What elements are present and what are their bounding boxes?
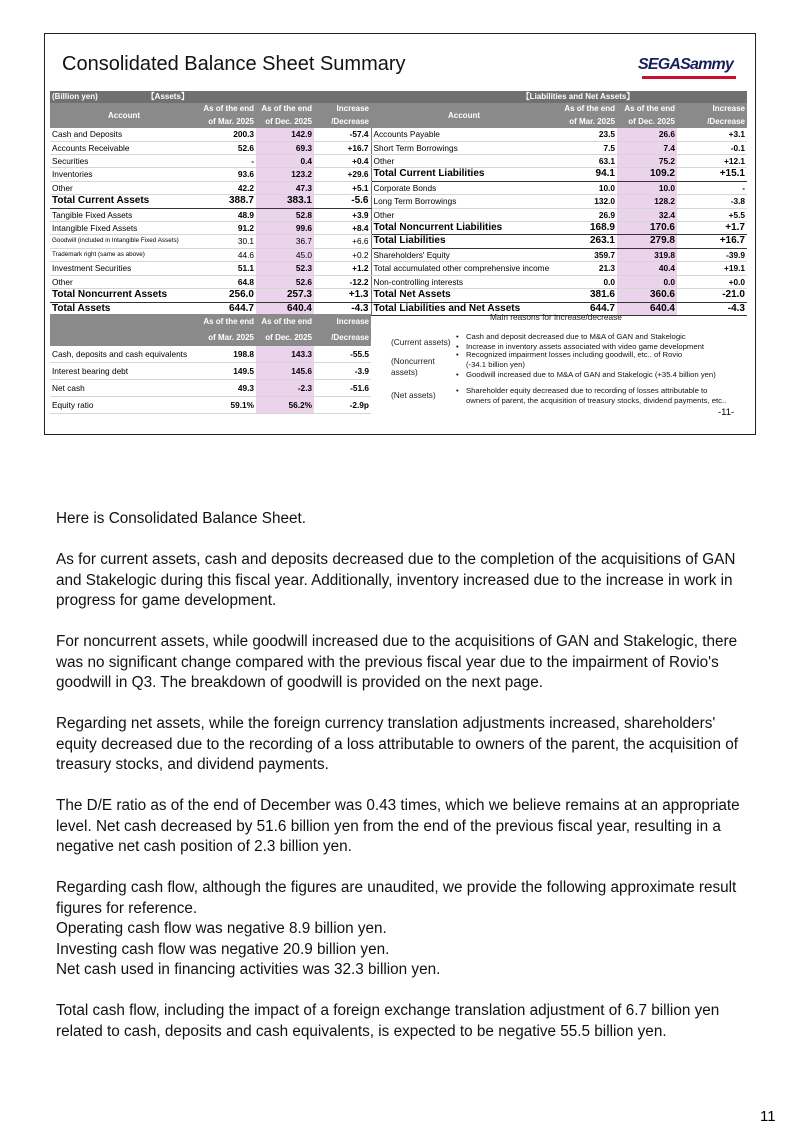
liability-account: Accounts Payable [371, 128, 557, 141]
table-row [50, 222, 747, 235]
asset-value: -57.4 [314, 128, 371, 141]
liability-account: Total accumulated other comprehensive income [371, 262, 557, 275]
table-header-row-2 [50, 103, 747, 128]
net-cash-header-row [50, 314, 371, 346]
notes-paragraph: The D/E ratio as of the end of December was 0.43 times, which we believe remains at an appropriate level. Net cash decreased by 51.6 billion yen from the end of the previous fiscal year, resulting in a negative net cash position of 2.3 billion yen. [56, 797, 740, 855]
net-cash-value: -2.3 [256, 380, 314, 397]
net-cash-value: -51.6 [314, 380, 371, 397]
asset-value: 69.3 [256, 141, 314, 154]
col-account: Account [371, 103, 557, 128]
liabilities-header: 【Liabilities and Net Assets】 [371, 91, 747, 103]
table-row [50, 262, 747, 275]
asset-value: 640.4 [256, 302, 314, 315]
table-row [50, 168, 747, 181]
assets-header: 【Assets】 [146, 92, 189, 101]
asset-value: +3.9 [314, 208, 371, 221]
liability-value: +0.0 [677, 275, 747, 288]
asset-value: 44.6 [198, 248, 256, 261]
liability-value: 94.1 [557, 168, 617, 181]
reason-net-assets-1: • Shareholder equity decreased due to recording of losses attributable to owners of parent, the acquisition of treasury stocks, dividend payments, etc.. [456, 386, 727, 405]
reason-category-net-assets: (Net assets) [391, 390, 436, 400]
asset-value: -4.3 [314, 302, 371, 315]
asset-value: 30.1 [198, 235, 256, 248]
liability-value: 63.1 [557, 155, 617, 168]
col-mar: As of the end of Mar. 2025 [198, 314, 256, 346]
page-number: 11 [760, 1108, 776, 1125]
liability-value: 10.0 [557, 181, 617, 194]
reason-category-current: (Current assets) [391, 337, 451, 347]
asset-value: +5.1 [314, 181, 371, 194]
asset-value: 45.0 [256, 248, 314, 261]
liability-account: Total Noncurrent Liabilities [371, 222, 557, 235]
asset-value: +6.6 [314, 235, 371, 248]
asset-account: Total Assets [50, 302, 198, 315]
liability-value: 7.4 [617, 141, 677, 154]
liability-value: 40.4 [617, 262, 677, 275]
speaker-notes [56, 509, 756, 1063]
liability-account: Total Liabilities and Net Assets [371, 302, 557, 315]
net-cash-label: Net cash [50, 380, 198, 397]
net-cash-value: 149.5 [198, 363, 256, 380]
net-cash-value: -3.9 [314, 363, 371, 380]
liability-account: Total Current Liabilities [371, 168, 557, 181]
liability-value: 21.3 [557, 262, 617, 275]
asset-value: 383.1 [256, 195, 314, 208]
liability-value: +15.1 [677, 168, 747, 181]
asset-value: 142.9 [256, 128, 314, 141]
asset-value: 256.0 [198, 289, 256, 302]
asset-account: Accounts Receivable [50, 141, 198, 154]
asset-account: Inventories [50, 168, 198, 181]
slide-title: Consolidated Balance Sheet Summary [62, 53, 406, 75]
col-inc: Increase /Decrease [314, 103, 371, 128]
asset-value: 91.2 [198, 222, 256, 235]
asset-value: +29.6 [314, 168, 371, 181]
asset-account: Other [50, 181, 198, 194]
liability-account: Other [371, 208, 557, 221]
table-row [50, 155, 747, 168]
liability-value: 319.8 [617, 248, 677, 261]
col-inc: Increase /Decrease [677, 103, 747, 128]
reason-noncurrent-1: • Recognized impairment losses including goodwill, etc.. of Rovio (-34.1 billion yen) [456, 350, 683, 369]
net-cash-label: Equity ratio [50, 397, 198, 414]
unit-label: (Billion yen) 【Assets】 [50, 91, 198, 103]
liability-value: 109.2 [617, 168, 677, 181]
liability-value: 75.2 [617, 155, 677, 168]
asset-value: 200.3 [198, 128, 256, 141]
net-cash-value: 198.8 [198, 346, 256, 363]
asset-value: 388.7 [198, 195, 256, 208]
liability-value: 279.8 [617, 235, 677, 248]
asset-account: Total Noncurrent Assets [50, 289, 198, 302]
liability-value: 23.5 [557, 128, 617, 141]
liability-value: +19.1 [677, 262, 747, 275]
reasons-title: Main reasons for increase/decrease [490, 312, 622, 322]
liability-value: 168.9 [557, 222, 617, 235]
liability-value: -0.1 [677, 141, 747, 154]
liability-value: -21.0 [677, 289, 747, 302]
reason-current-1: • Cash and deposit decreased due to M&A of GAN and Stakelogic [456, 332, 686, 341]
liability-value: 10.0 [617, 181, 677, 194]
asset-account: Total Current Assets [50, 195, 198, 208]
table-row [50, 181, 747, 194]
asset-value: +0.2 [314, 248, 371, 261]
asset-value: +1.3 [314, 289, 371, 302]
liability-value: -3.8 [677, 195, 747, 208]
liability-account: Corporate Bonds [371, 181, 557, 194]
table-row [50, 235, 747, 248]
liability-value: 0.0 [557, 275, 617, 288]
asset-value: - [198, 155, 256, 168]
liability-value: +16.7 [677, 235, 747, 248]
table-row [50, 363, 371, 380]
asset-value: 0.4 [256, 155, 314, 168]
asset-value: 47.3 [256, 181, 314, 194]
asset-value: 52.6 [256, 275, 314, 288]
liability-value: 263.1 [557, 235, 617, 248]
reason-current-2: • Increase in inventory assets associated with video game development [456, 342, 705, 351]
liability-account: Long Term Borrowings [371, 195, 557, 208]
table-row [50, 141, 747, 154]
liability-value: 0.0 [617, 275, 677, 288]
asset-account: Securities [50, 155, 198, 168]
asset-account: Intangible Fixed Assets [50, 222, 198, 235]
liability-value: 360.6 [617, 289, 677, 302]
asset-value: 257.3 [256, 289, 314, 302]
notes-paragraph: Total cash flow, including the impact of a foreign exchange translation adjustment of 6.7 billion yen related to cash, deposits and cash equivalents, is expected to be negative 55.5 billion yen. [56, 1002, 720, 1040]
liability-value: 359.7 [557, 248, 617, 261]
balance-sheet-table [50, 91, 747, 316]
table-row [50, 208, 747, 221]
net-cash-label: Interest bearing debt [50, 363, 198, 380]
liability-value: 26.9 [557, 208, 617, 221]
liability-value: -39.9 [677, 248, 747, 261]
liability-value: - [677, 181, 747, 194]
table-row [50, 128, 747, 141]
table-row [50, 275, 747, 288]
liability-value: 7.5 [557, 141, 617, 154]
asset-value: 93.6 [198, 168, 256, 181]
net-cash-label: Cash, deposits and cash equivalents [50, 346, 198, 363]
asset-value: 644.7 [198, 302, 256, 315]
liability-value: +3.1 [677, 128, 747, 141]
col-mar: As of the end of Mar. 2025 [198, 103, 256, 128]
liability-value: 26.6 [617, 128, 677, 141]
liability-account: Non-controlling interests [371, 275, 557, 288]
liability-value: 640.4 [617, 302, 677, 315]
asset-value: 99.6 [256, 222, 314, 235]
asset-account: Tangible Fixed Assets [50, 208, 198, 221]
liability-value: -4.3 [677, 302, 747, 315]
liability-value: 170.6 [617, 222, 677, 235]
liability-value: +12.1 [677, 155, 747, 168]
liability-account: Total Net Assets [371, 289, 557, 302]
logo-underline [642, 76, 736, 79]
table-row [50, 248, 747, 261]
net-cash-value: 143.3 [256, 346, 314, 363]
asset-value: -5.6 [314, 195, 371, 208]
asset-value: +16.7 [314, 141, 371, 154]
asset-value: +0.4 [314, 155, 371, 168]
col-dec: As of the end of Dec. 2025 [617, 103, 677, 128]
asset-value: 64.8 [198, 275, 256, 288]
asset-value: 48.9 [198, 208, 256, 221]
asset-value: 51.1 [198, 262, 256, 275]
slide-page-ref: -11- [718, 407, 735, 418]
asset-value: 52.8 [256, 208, 314, 221]
notes-paragraph: Regarding net assets, while the foreign currency translation adjustments increased, shareholders' equity decreased due to the recording of a loss attributable to owners of the parent, the acquisition of treasury stocks, and dividend payments. [56, 715, 738, 773]
asset-value: +8.4 [314, 222, 371, 235]
liability-value: +5.5 [677, 208, 747, 221]
asset-account: Investment Securities [50, 262, 198, 275]
table-row [50, 380, 371, 397]
reason-category-noncurrent: (Noncurrent assets) [391, 356, 435, 377]
net-cash-value: -55.5 [314, 346, 371, 363]
col-inc: Increase /Decrease [314, 314, 371, 346]
net-cash-table [50, 314, 371, 414]
liability-value: 132.0 [557, 195, 617, 208]
reason-noncurrent-2: • Goodwill increased due to M&A of GAN and Stakelogic (+35.4 billion yen) [456, 370, 716, 379]
col-dec: As of the end of Dec. 2025 [256, 103, 314, 128]
table-header-row-1 [50, 91, 747, 103]
asset-value: 123.2 [256, 168, 314, 181]
sega-sammy-logo: SEGASammy [638, 56, 734, 73]
asset-value: +1.2 [314, 262, 371, 275]
col-mar: As of the end of Mar. 2025 [557, 103, 617, 128]
asset-value: 52.3 [256, 262, 314, 275]
liability-value: 128.2 [617, 195, 677, 208]
net-cash-value: -2.9p [314, 397, 371, 414]
table-row [50, 289, 747, 302]
liability-account: Shareholders' Equity [371, 248, 557, 261]
liability-value: +1.7 [677, 222, 747, 235]
col-dec: As of the end of Dec. 2025 [256, 314, 314, 346]
net-cash-value: 59.1% [198, 397, 256, 414]
asset-account: Goodwill (included in Intangible Fixed Assets) [50, 235, 198, 248]
liability-value: 644.7 [557, 302, 617, 315]
liability-value: 32.4 [617, 208, 677, 221]
table-row [50, 397, 371, 414]
liability-account: Total Liabilities [371, 235, 557, 248]
notes-paragraph: Here is Consolidated Balance Sheet. [56, 510, 307, 527]
liability-account: Short Term Borrowings [371, 141, 557, 154]
table-row [50, 195, 747, 208]
notes-paragraph: As for current assets, cash and deposits decreased due to the completion of the acquisitions of GAN and Stakelogic during this fiscal year. Additionally, inventory increased due to the increase in work in progress for game development. [56, 551, 736, 609]
asset-account: Other [50, 275, 198, 288]
notes-paragraph: Regarding cash flow, although the figures are unaudited, we provide the following approximate result figures for reference. Operating cash flow was negative 8.9 billion yen. Investing cash flow was negative 20.9 billion yen. Net cash used in financing activities was 32.3 billion yen. [56, 879, 737, 978]
asset-account: Trademark right (same as above) [50, 248, 198, 261]
asset-value: 42.2 [198, 181, 256, 194]
asset-value: 52.6 [198, 141, 256, 154]
net-cash-value: 145.6 [256, 363, 314, 380]
asset-value: -12.2 [314, 275, 371, 288]
asset-account: Cash and Deposits [50, 128, 198, 141]
col-account: Account [50, 103, 198, 128]
notes-paragraph: For noncurrent assets, while goodwill increased due to the acquisitions of GAN and Stakelogic, there was no significant change compared with the previous fiscal year due to the impairment of Rovio's goodwill in Q3. The breakdown of goodwill is provided on the next page. [56, 633, 738, 691]
asset-value: 36.7 [256, 235, 314, 248]
liability-value: 381.6 [557, 289, 617, 302]
net-cash-value: 56.2% [256, 397, 314, 414]
net-cash-value: 49.3 [198, 380, 256, 397]
liability-account: Other [371, 155, 557, 168]
table-row [50, 346, 371, 363]
slide-frame [44, 33, 756, 435]
